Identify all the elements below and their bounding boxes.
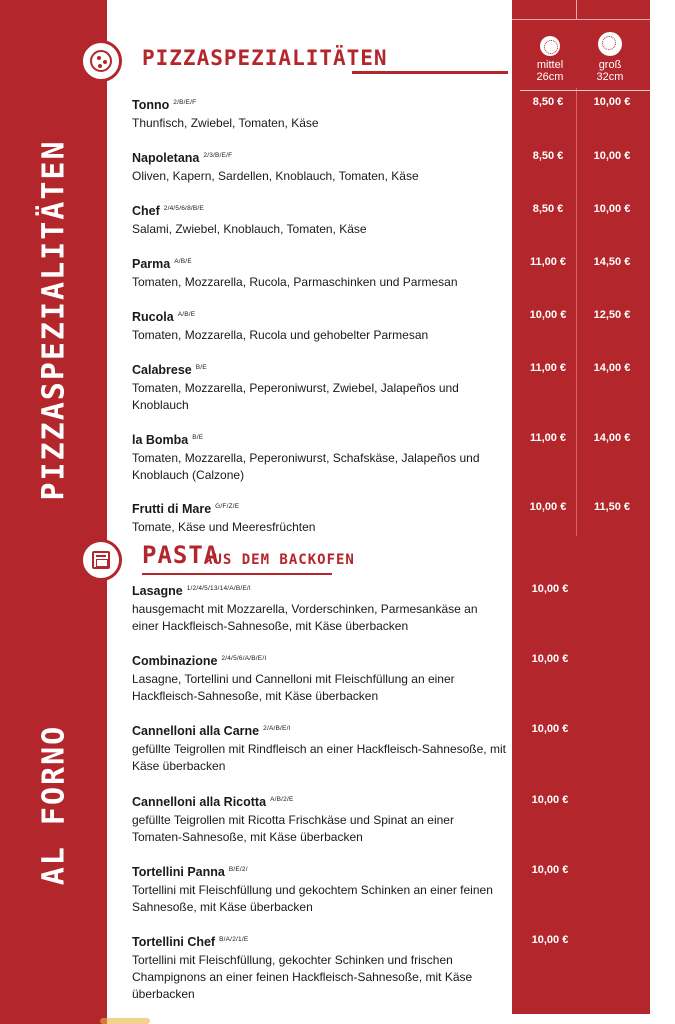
item-name: Combinazione — [132, 654, 218, 668]
pizza-item — [132, 148, 507, 185]
price: 10,00 € — [531, 864, 569, 876]
pasta-section-subtitle: AUS DEM BACKOFEN — [204, 552, 355, 568]
item-allergens: A/B/2/E — [270, 796, 294, 803]
price-medium: 8,50 € — [532, 96, 564, 108]
side-label-forno: AL FORNO — [36, 724, 71, 886]
pasta-item — [132, 721, 507, 775]
bottom-decoration — [100, 1018, 150, 1024]
item-allergens: B/E — [192, 434, 204, 441]
pizza-item — [132, 360, 507, 414]
pizza-large-icon — [598, 32, 622, 56]
size-large-size: 32cm — [596, 71, 624, 83]
price-large: 14,00 € — [593, 362, 631, 374]
item-name: Cannelloni alla Ricotta — [132, 795, 267, 809]
pizza-small-icon — [540, 36, 560, 56]
size-medium-label: mittel — [536, 59, 564, 71]
price: 10,00 € — [531, 934, 569, 946]
item-name: Napoletana — [132, 151, 200, 165]
item-description: gefüllte Teigrollen mit Ricotta Frischkäse und Spinat an einer Tomaten-Sahnesoße, mit Käse überbacken — [132, 813, 454, 844]
size-large-label: groß — [598, 59, 622, 71]
item-name: Parma — [132, 257, 171, 271]
item-allergens: 1/2/4/5/13/14/A/B/E/I — [186, 585, 251, 592]
size-header-underline — [520, 90, 650, 91]
item-description: Tomaten, Mozzarella, Peperoniwurst, Schafskäse, Jalapeños und Knoblauch (Calzone) — [132, 451, 480, 482]
side-label-pizza: PIZZASPEZIALITÄTEN — [36, 139, 71, 501]
item-name: Chef — [132, 204, 160, 218]
item-description: Tortellini mit Fleischfüllung, gekochter Schinken und frischen Champignons an einer feinen Hackfleisch-Sahnesoße, mit Käse überbacken — [132, 953, 473, 1001]
price-large: 10,00 € — [593, 96, 631, 108]
item-description: Tomaten, Mozzarella, Rucola, Parmaschinken und Parmesan — [132, 275, 458, 289]
item-description: Oliven, Kapern, Sardellen, Knoblauch, Tomaten, Käse — [132, 169, 419, 183]
pasta-item — [132, 651, 507, 705]
item-name: Lasagne — [132, 584, 183, 598]
pizza-item — [132, 95, 507, 132]
price-medium: 11,00 € — [529, 432, 567, 444]
pizza-item — [132, 430, 507, 484]
price: 10,00 € — [531, 723, 569, 735]
price: 10,00 € — [531, 653, 569, 665]
item-description: Tomaten, Mozzarella, Rucola und gehobelter Parmesan — [132, 328, 429, 342]
pasta-item — [132, 581, 507, 635]
item-name: Tortellini Chef — [132, 935, 216, 949]
item-allergens: B/E/2/ — [228, 866, 248, 873]
pasta-title-underline — [142, 573, 332, 575]
item-description: gefüllte Teigrollen mit Rindfleisch an einer Hackfleisch-Sahnesoße, mit Käse überbacken — [132, 742, 506, 773]
item-description: Tortellini mit Fleischfüllung und gekochtem Schinken an einer feinen Sahnesoße, mit Käse überbacken — [132, 883, 493, 914]
pizza-section-title: PIZZASPEZIALITÄTEN — [142, 46, 388, 70]
price-large: 10,00 € — [593, 150, 631, 162]
pasta-section-title: PASTA — [142, 541, 220, 569]
item-description: Thunfisch, Zwiebel, Tomaten, Käse — [132, 116, 319, 130]
item-allergens: B/A/2/1/E — [219, 936, 249, 943]
item-allergens: 2/B/E/F — [173, 99, 197, 106]
item-allergens: 2/3/B/E/F — [203, 152, 233, 159]
pizza-item — [132, 201, 507, 238]
size-medium-size: 26cm — [536, 71, 564, 83]
item-name: Frutti di Mare — [132, 502, 212, 516]
oven-icon — [80, 539, 122, 581]
item-description: Salami, Zwiebel, Knoblauch, Tomaten, Käse — [132, 222, 367, 236]
item-name: Tortellini Panna — [132, 865, 225, 879]
item-allergens: G/F/Z/E — [215, 503, 240, 510]
pizza-icon — [80, 40, 122, 82]
price: 10,00 € — [531, 583, 569, 595]
pasta-item — [132, 792, 507, 846]
item-description: Tomate, Käse und Meeresfrüchten — [132, 520, 316, 534]
item-name: Tonno — [132, 98, 170, 112]
item-name: Cannelloni alla Carne — [132, 724, 260, 738]
pasta-item — [132, 862, 507, 916]
item-description: Tomaten, Mozzarella, Peperoniwurst, Zwiebel, Jalapeños und Knoblauch — [132, 381, 459, 412]
price-large: 10,00 € — [593, 203, 631, 215]
price-large: 14,00 € — [593, 432, 631, 444]
pizza-title-underline — [352, 71, 508, 74]
item-name: la Bomba — [132, 433, 189, 447]
pasta-section-heading — [80, 539, 510, 579]
item-allergens: B/E — [195, 364, 207, 371]
price-medium: 8,50 € — [532, 150, 564, 162]
price-medium: 11,00 € — [529, 256, 567, 268]
item-allergens: 2/A/B/E/I — [263, 725, 291, 732]
item-allergens: 2/4/5/6/A/B/E/I — [221, 655, 267, 662]
price-medium: 10,00 € — [529, 309, 567, 321]
item-name: Calabrese — [132, 363, 192, 377]
price-medium: 11,00 € — [529, 362, 567, 374]
item-allergens: 2/4/5/6/8/B/E — [163, 205, 204, 212]
price-large: 14,50 € — [593, 256, 631, 268]
pizza-item — [132, 307, 507, 344]
price-column-top — [512, 0, 650, 20]
pizza-item — [132, 499, 507, 536]
price-medium: 10,00 € — [529, 501, 567, 513]
item-name: Rucola — [132, 310, 174, 324]
price-large: 12,50 € — [593, 309, 631, 321]
pizza-section-heading — [80, 40, 510, 80]
pasta-item — [132, 932, 507, 1003]
price-large: 11,50 € — [593, 501, 631, 513]
item-allergens: A/B/E — [177, 311, 196, 318]
pizza-item — [132, 254, 507, 291]
item-description: hausgemacht mit Mozzarella, Vorderschinken, Parmesankäse an einer Hackfleisch-Sahnesoße, mit Käse überbacken — [132, 602, 478, 633]
item-allergens: A/B/E — [174, 258, 192, 265]
size-header-large — [578, 36, 642, 83]
size-header-medium — [518, 36, 582, 83]
price: 10,00 € — [531, 794, 569, 806]
price-medium: 8,50 € — [532, 203, 564, 215]
item-description: Lasagne, Tortellini und Cannelloni mit Fleischfüllung an einer Hackfleisch-Sahnesoße, mit Käse überbacken — [132, 672, 455, 703]
